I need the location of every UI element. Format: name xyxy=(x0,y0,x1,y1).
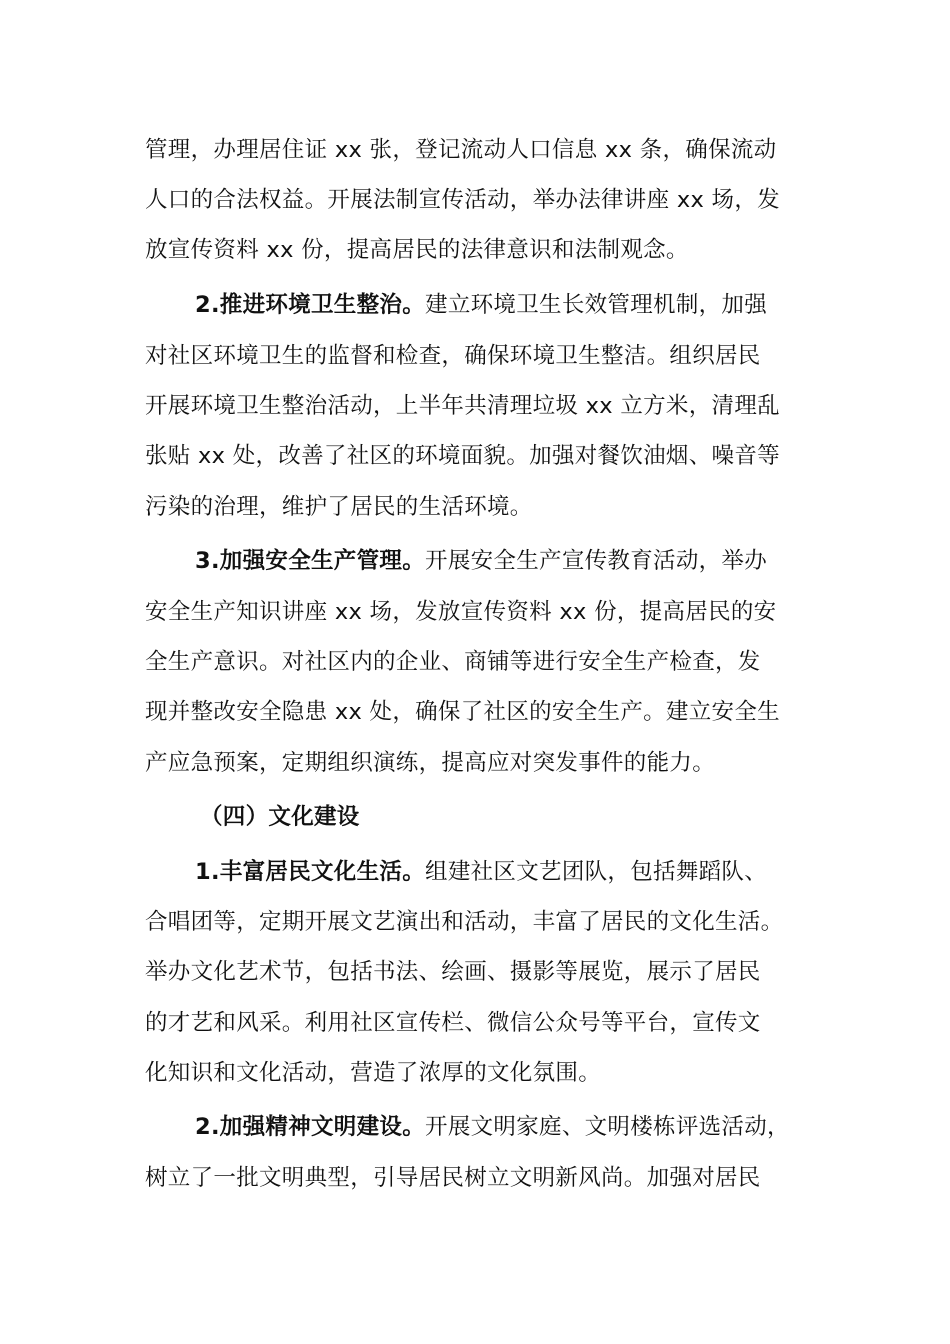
line-text: 全生产意识。对社区内的企业、商铺等进行安全生产检查，发 xyxy=(145,649,761,675)
line-text: 污染的治理，维护了居民的生活环境。 xyxy=(145,494,533,520)
text-line xyxy=(145,441,805,471)
text-line xyxy=(145,492,805,522)
text-line xyxy=(145,391,805,421)
line-text: 产应急预案，定期组织演练，提高应对突发事件的能力。 xyxy=(145,750,716,776)
line-text: 张贴 xx 处，改善了社区的环境面貌。加强对餐饮油烟、噪音等 xyxy=(145,443,780,469)
text-line xyxy=(145,957,805,987)
line-text: 组建社区文艺团队，包括舞蹈队、 xyxy=(425,859,768,885)
line-text: 人口的合法权益。开展法制宣传活动，举办法律讲座 xx 场，发 xyxy=(145,187,780,213)
line-text: 开展安全生产宣传教育活动，举办 xyxy=(425,548,768,574)
line-text: 放宣传资料 xx 份，提高居民的法律意识和法制观念。 xyxy=(145,237,689,263)
item-heading: 2.推进环境卫生整治。 xyxy=(195,292,426,318)
line-text: 对社区环境卫生的监督和检查，确保环境卫生整洁。组织居民 xyxy=(145,343,761,369)
paragraph-start xyxy=(195,290,805,320)
text-line xyxy=(145,907,805,937)
text-line xyxy=(145,1008,805,1038)
line-text: 管理，办理居住证 xx 张，登记流动人口信息 xx 条，确保流动 xyxy=(145,137,777,163)
text-line xyxy=(145,1163,805,1193)
section-title: （四）文化建设 xyxy=(200,804,360,830)
text-line xyxy=(145,647,805,677)
text-line xyxy=(145,341,805,371)
text-line xyxy=(145,748,805,778)
text-line xyxy=(145,697,805,727)
line-text: 安全生产知识讲座 xx 场，发放宣传资料 xx 份，提高居民的安 xyxy=(145,599,777,625)
paragraph-start xyxy=(195,546,805,576)
text-line xyxy=(145,597,805,627)
item-heading: 2.加强精神文明建设。 xyxy=(195,1114,426,1140)
paragraph-start xyxy=(195,857,805,887)
line-text: 的才艺和风采。利用社区宣传栏、微信公众号等平台，宣传文 xyxy=(145,1010,761,1036)
line-text: 树立了一批文明典型，引导居民树立文明新风尚。加强对居民 xyxy=(145,1165,761,1191)
line-text: 合唱团等，定期开展文艺演出和活动，丰富了居民的文化生活。 xyxy=(145,909,784,935)
line-text: 建立环境卫生长效管理机制，加强 xyxy=(425,292,768,318)
section-heading xyxy=(200,802,860,832)
text-line xyxy=(145,185,805,215)
line-text: 开展环境卫生整治活动，上半年共清理垃圾 xx 立方米，清理乱 xyxy=(145,393,780,419)
text-line xyxy=(145,1058,805,1088)
item-heading: 3.加强安全生产管理。 xyxy=(195,548,426,574)
text-line xyxy=(145,235,805,265)
item-heading: 1.丰富居民文化生活。 xyxy=(195,859,426,885)
line-text: 举办文化艺术节，包括书法、绘画、摄影等展览，展示了居民 xyxy=(145,959,761,985)
line-text: 现并整改安全隐患 xx 处，确保了社区的安全生产。建立安全生 xyxy=(145,699,780,725)
line-text: 化知识和文化活动，营造了浓厚的文化氛围。 xyxy=(145,1060,602,1086)
paragraph-start xyxy=(195,1112,805,1142)
line-text: 开展文明家庭、文明楼栋评选活动， xyxy=(425,1114,790,1140)
text-line xyxy=(145,135,805,165)
